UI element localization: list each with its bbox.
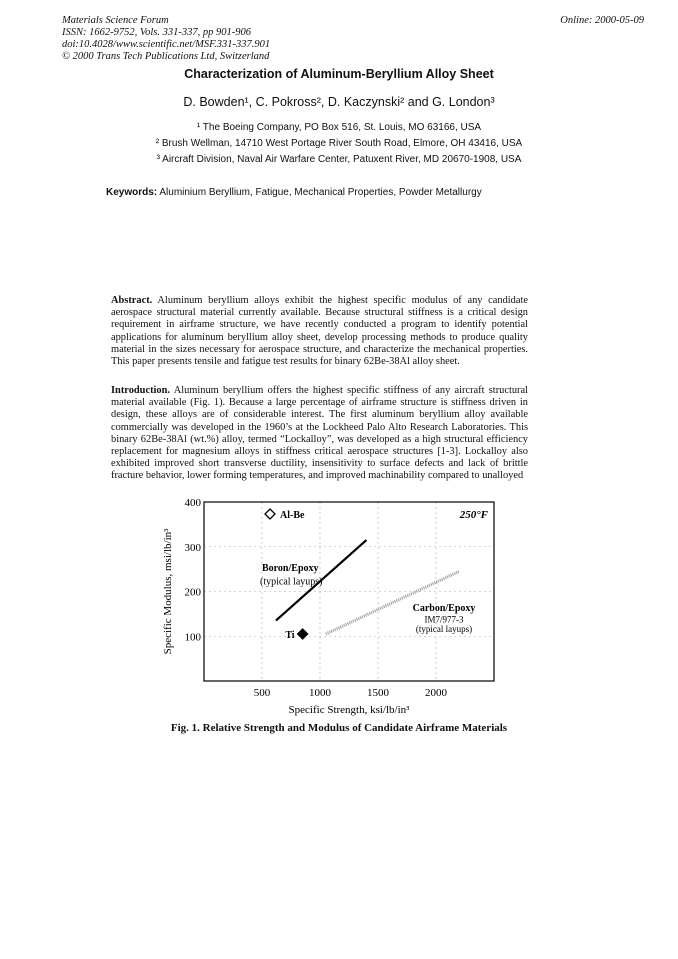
abstract-paragraph [111, 295, 528, 368]
y-tick-label: 200 [184, 586, 201, 599]
chart-grid [204, 502, 494, 681]
al-be-legend-marker [265, 509, 275, 519]
online-date: Online: 2000-05-09 [560, 15, 644, 26]
journal-header [62, 15, 270, 63]
copyright-line: © 2000 Trans Tech Publications Ltd, Switzerland [62, 51, 270, 62]
carbon-epoxy-note: (typical layups) [415, 624, 473, 635]
boron-epoxy-note: (typical layups) [260, 576, 323, 588]
x-tick-labels [254, 687, 448, 699]
introduction-label: Introduction. [111, 385, 170, 396]
y-axis-label: Specific Modulus, msi/lb/in³ [162, 528, 174, 655]
x-tick-label: 1500 [367, 687, 389, 699]
author-list: D. Bowden¹, C. Pokross², D. Kaczynski² and G. London³ [183, 95, 495, 109]
abstract-label: Abstract. [111, 295, 153, 306]
doi-line: doi:10.4028/www.scientific.net/MSF.331-337.901 [62, 39, 271, 50]
keywords-label: Keywords: [106, 187, 158, 198]
chart-marks [260, 509, 475, 641]
y-tick-label: 100 [184, 631, 201, 644]
issn-line: ISSN: 1662-9752, Vols. 331-337, pp 901-906 [62, 27, 251, 38]
carbon-epoxy-grade: IM7/977-3 [424, 614, 464, 625]
y-tick-label: 300 [184, 541, 201, 554]
affiliation-1: ¹ The Boeing Company, PO Box 516, St. Louis, MO 63166, USA [196, 122, 482, 133]
boron-epoxy-label: Boron/Epoxy [262, 563, 319, 575]
affiliation-3: ³ Aircraft Division, Naval Air Warfare Center, Patuxent River, MD 20670-1908, USA [156, 154, 522, 165]
figure-caption: Fig. 1. Relative Strength and Modulus of Candidate Airframe Materials [170, 722, 508, 734]
y-tick-labels [185, 497, 202, 643]
paper-title: Characterization of Aluminum-Beryllium Alloy Sheet [184, 67, 494, 81]
introduction-text: Aluminum beryllium offers the highest specific stiffness of any aircraft structural material available (Fig. 1). Because a large percentage of airframe structure is stiffness driven in design, these alloys are of considerable interest. The first aluminum beryllium alloy available commercially was developed in the 1960’s at the Lockheed Palo Alto Research Laboratories. This binary 62Be-38Al (wt.%) alloy, termed “Lockalloy”, was developed as a high structural efficiency replacement for magnesium alloys in stiffness critical aerospace structures [1-3]. Lockalloy also exhibited improved short transverse ductility, insensitivity to surface defects and lack of brittle fracture behavior, lower forming temperatures, and improved machinability compared to unalloyed [111, 385, 529, 482]
ti-point [298, 629, 308, 639]
x-tick-label: 2000 [425, 687, 447, 699]
abstract-text: Aluminum beryllium alloys exhibit the highest specific modulus of any candidate aerospace structural material currently available. Because structural stiffness is a critical design requirement in airframe structure, we have recently conducted a program to identify potential applications for aluminum beryllium alloy sheet, develop processing methods to produce quality material in the sizes necessary for aerospace structure, and characterize the mechanical properties. This paper presents tensile and fatigue test results for binary 62Be-38Al alloy sheet. [111, 295, 528, 368]
x-tick-label: 500 [253, 687, 271, 699]
carbon-epoxy-label: Carbon/Epoxy [412, 603, 476, 615]
affiliation-2: ² Brush Wellman, 14710 West Portage River South Road, Elmore, OH 43416, USA [155, 138, 523, 149]
x-axis-label: Specific Strength, ksi/lb/in³ [288, 704, 410, 716]
al-be-label: Al-Be [280, 510, 305, 521]
introduction-paragraph [111, 385, 528, 483]
temperature-annotation: 250°F [459, 509, 488, 521]
ti-label: Ti [285, 630, 295, 642]
keywords-text: Aluminium Beryllium, Fatigue, Mechanical Properties, Powder Metallurgy [159, 187, 482, 198]
strength-modulus-chart [152, 493, 512, 718]
x-tick-label: 1000 [309, 687, 331, 699]
keywords [106, 187, 482, 198]
journal-name: Materials Science Forum [62, 15, 169, 26]
y-tick-label: 400 [184, 497, 201, 509]
